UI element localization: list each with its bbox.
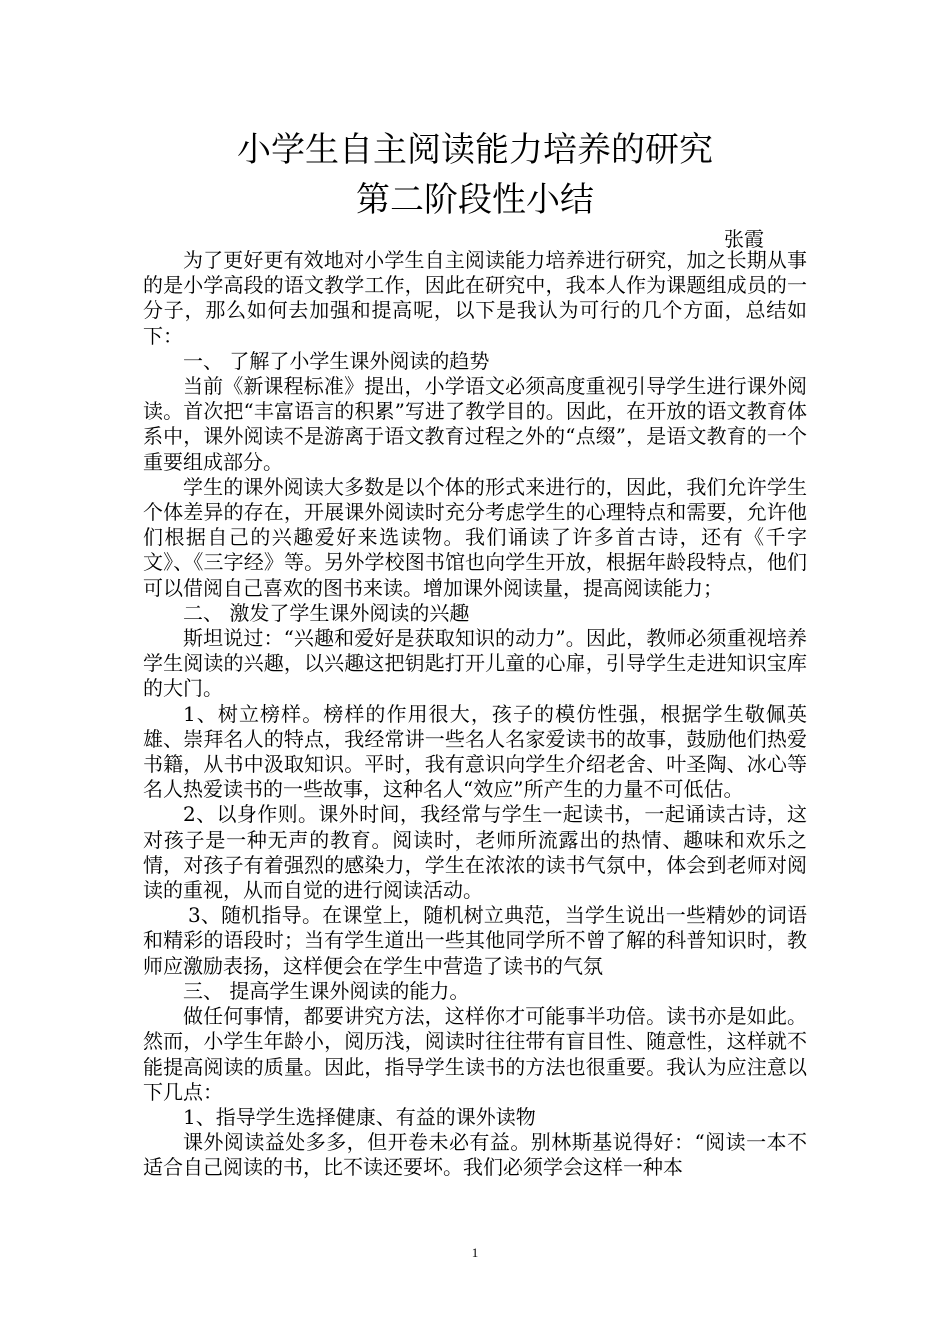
paragraph: 学生的课外阅读大多数是以个体的形式来进行的，因此，我们允许学生个体差异的存在，开展课外阅读时充分考虑学生的心理特点和需要，允许他们根据自己的兴趣爱好来选读物。我们诵读了许多首古诗，还有《千字文》、《三字经》等。另外学校图书馆也向学生开放，根据年龄段特点，他们可以借阅自己喜欢的图书来读。增加课外阅读量，提高阅读能力； [143,474,807,600]
page-number: 1 [471,1245,479,1260]
paragraph: 当前《新课程标准》提出，小学语文必须高度重视引导学生进行课外阅读。首次把“丰富语言的积累”写进了教学目的。因此，在开放的语文教育体系中，课外阅读不是游离于语文教育过程之外的“点缀”，是语文教育的一个重要组成部分。 [143,374,807,474]
document-body [143,248,807,1181]
author-name: 张霞 [724,227,764,251]
paragraph: 3、随机指导。在课堂上，随机树立典范，当学生说出一些精妙的词语和精彩的语段时；当有学生道出一些其他同学所不曾了解的科普知识时，教师应激励表扬，这样便会在学生中营造了读书的气氛 [143,903,807,978]
section-heading-1: 一、 了解了小学生课外阅读的趋势 [183,348,490,373]
document-title: 小学生自主阅读能力培养的研究 [237,130,713,170]
section-heading-2: 二、 激发了学生课外阅读的兴趣 [183,600,470,625]
paragraph-intro: 为了更好更有效地对小学生自主阅读能力培养进行研究，加之长期从事的是小学高段的语文教学工作，因此在研究中，我本人作为课题组成员的一分子，那么如何去加强和提高呢，以下是我认为可行的几个方面，总结如下： [143,248,807,348]
section-heading-3: 三、 提高学生课外阅读的能力。 [183,978,470,1003]
document-subtitle: 第二阶段性小结 [356,180,594,220]
paragraph: 课外阅读益处多多，但开卷未必有益。别林斯基说得好：“阅读一本不适合自己阅读的书，比不读还要坏。我们必须学会这样一种本 [143,1130,807,1180]
paragraph: 1、树立榜样。榜样的作用很大，孩子的模仿性强，根据学生敬佩英雄、崇拜名人的特点，我经常讲一些名人名家爱读书的故事，鼓励他们热爱书籍，从书中汲取知识。平时，我有意识向学生介绍老舍、叶圣陶、冰心等名人热爱读书的一些故事，这种名人“效应”所产生的力量不可低估。 [143,701,807,802]
sub-heading: 1、指导学生选择健康、有益的课外读物 [183,1104,536,1129]
paragraph: 做任何事情，都要讲究方法，这样你才可能事半功倍。读书亦是如此。然而，小学生年龄小，阅历浅，阅读时往往带有盲目性、随意性，这样就不能提高阅读的质量。因此，指导学生读书的方法也很重要。我认为应注意以下几点： [143,1004,807,1104]
paragraph: 斯坦说过：“兴趣和爱好是获取知识的动力”。因此，教师必须重视培养学生阅读的兴趣，以兴趣这把钥匙打开儿童的心扉，引导学生走进知识宝库的大门。 [143,626,807,701]
paragraph: 2、以身作则。课外时间，我经常与学生一起读书，一起诵读古诗，这对孩子是一种无声的教育。阅读时，老师所流露出的热情、趣味和欢乐之情，对孩子有着强烈的感染力，学生在浓浓的读书气氛中，体会到老师对阅读的重视，从而自觉的进行阅读活动。 [143,802,807,903]
